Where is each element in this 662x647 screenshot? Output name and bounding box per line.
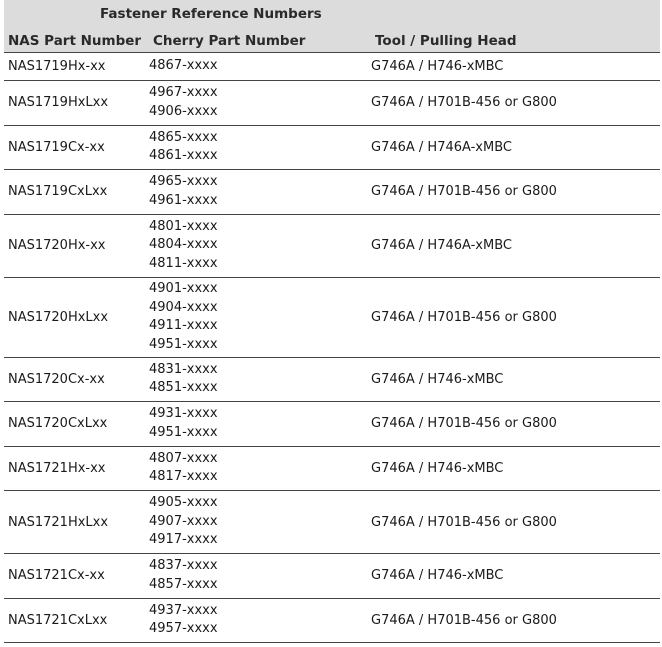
cherry-part-numbers — [149, 129, 371, 166]
table-row — [4, 170, 660, 215]
cherry-part-number: 4906-xxxx — [149, 103, 218, 119]
cherry-part-number: 4957-xxxx — [149, 621, 218, 637]
nas-part-number: NAS1719HxLxx — [8, 95, 109, 111]
tool-pulling-head: G746A / H701B-456 or G800 — [371, 309, 557, 325]
fastener-reference-table — [4, 0, 660, 643]
table-body — [4, 52, 660, 643]
nas-part-number: NAS1720Cx-xx — [8, 371, 105, 387]
cherry-part-number: 4801-xxxx — [149, 218, 218, 234]
cherry-part-number: 4931-xxxx — [149, 406, 218, 422]
table-row — [4, 447, 660, 492]
cherry-part-number: 4967-xxxx — [149, 85, 218, 101]
cherry-part-number: 4907-xxxx — [149, 513, 218, 529]
cherry-part-numbers — [149, 602, 371, 639]
tool-pulling-head: G746A / H746A-xMBC — [371, 238, 512, 253]
nas-part-number: NAS1719Hx-xx — [8, 59, 106, 74]
cherry-part-number: 4911-xxxx — [149, 318, 218, 333]
tool-pulling-head: G746A / H746-xMBC — [371, 460, 504, 476]
cherry-part-number: 4901-xxxx — [149, 281, 218, 296]
table-header — [4, 0, 660, 52]
table-row — [4, 554, 660, 599]
cherry-part-number: 4861-xxxx — [149, 148, 218, 164]
table-row — [4, 126, 660, 171]
cherry-part-number: 4951-xxxx — [149, 336, 218, 352]
tool-pulling-head: G746A / H701B-456 or G800 — [371, 95, 557, 111]
cherry-part-number: 4807-xxxx — [149, 450, 218, 466]
nas-part-number: NAS1720Hx-xx — [8, 238, 106, 253]
table-row — [4, 402, 660, 447]
cherry-part-number: 4817-xxxx — [149, 469, 218, 485]
cherry-part-number: 4965-xxxx — [149, 174, 218, 190]
cherry-part-number: 4851-xxxx — [149, 380, 218, 396]
column-header-tool: Tool / Pulling Head — [375, 33, 517, 49]
nas-part-number: NAS1721Hx-xx — [8, 460, 106, 476]
cherry-part-number: 4917-xxxx — [149, 532, 218, 548]
table-row — [4, 491, 660, 554]
cherry-part-number: 4837-xxxx — [149, 558, 218, 574]
table-row — [4, 215, 660, 278]
group-title: Fastener Reference Numbers — [100, 6, 322, 22]
cherry-part-numbers — [149, 494, 371, 550]
tool-pulling-head: G746A / H746A-xMBC — [371, 139, 512, 155]
column-header-nas: NAS Part Number — [8, 33, 142, 49]
nas-part-number: NAS1719CxLxx — [8, 184, 108, 200]
cherry-part-number: 4951-xxxx — [149, 424, 218, 440]
tool-pulling-head: G746A / H701B-456 or G800 — [371, 514, 557, 530]
cherry-part-numbers — [149, 557, 371, 594]
cherry-part-numbers — [149, 280, 371, 354]
cherry-part-number: 4804-xxxx — [149, 237, 218, 253]
tool-pulling-head: G746A / H701B-456 or G800 — [371, 416, 557, 432]
nas-part-number: NAS1721Cx-xx — [8, 568, 105, 584]
cherry-part-numbers — [149, 218, 371, 274]
tool-pulling-head: G746A / H746-xMBC — [371, 59, 504, 74]
tool-pulling-head: G746A / H701B-456 or G800 — [371, 612, 557, 628]
column-header-cherry: Cherry Part Number — [153, 33, 306, 49]
cherry-part-number: 4937-xxxx — [149, 602, 218, 618]
cherry-part-numbers — [149, 450, 371, 487]
cherry-part-numbers — [149, 173, 371, 210]
table-row — [4, 81, 660, 126]
cherry-part-number: 4831-xxxx — [149, 361, 218, 377]
table-row — [4, 52, 660, 81]
cherry-part-numbers — [149, 84, 371, 121]
tool-pulling-head: G746A / H746-xMBC — [371, 371, 504, 387]
nas-part-number: NAS1720HxLxx — [8, 309, 109, 325]
cherry-part-number: 4961-xxxx — [149, 192, 218, 208]
nas-part-number: NAS1721CxLxx — [8, 612, 108, 628]
cherry-part-number: 4811-xxxx — [149, 255, 218, 271]
tool-pulling-head: G746A / H746-xMBC — [371, 568, 504, 584]
cherry-part-numbers — [149, 361, 371, 398]
nas-part-number: NAS1721HxLxx — [8, 514, 109, 530]
cherry-part-number: 4905-xxxx — [149, 495, 218, 511]
cherry-part-numbers — [149, 57, 371, 76]
nas-part-number: NAS1719Cx-xx — [8, 139, 105, 155]
cherry-part-number: 4867-xxxx — [149, 58, 218, 74]
cherry-part-number: 4865-xxxx — [149, 129, 218, 145]
table-row — [4, 358, 660, 403]
nas-part-number: NAS1720CxLxx — [8, 416, 108, 432]
cherry-part-numbers — [149, 405, 371, 442]
cherry-part-number: 4857-xxxx — [149, 576, 218, 592]
tool-pulling-head: G746A / H701B-456 or G800 — [371, 184, 557, 200]
cherry-part-number: 4904-xxxx — [149, 299, 218, 315]
table-row — [4, 278, 660, 358]
table-row — [4, 599, 660, 644]
